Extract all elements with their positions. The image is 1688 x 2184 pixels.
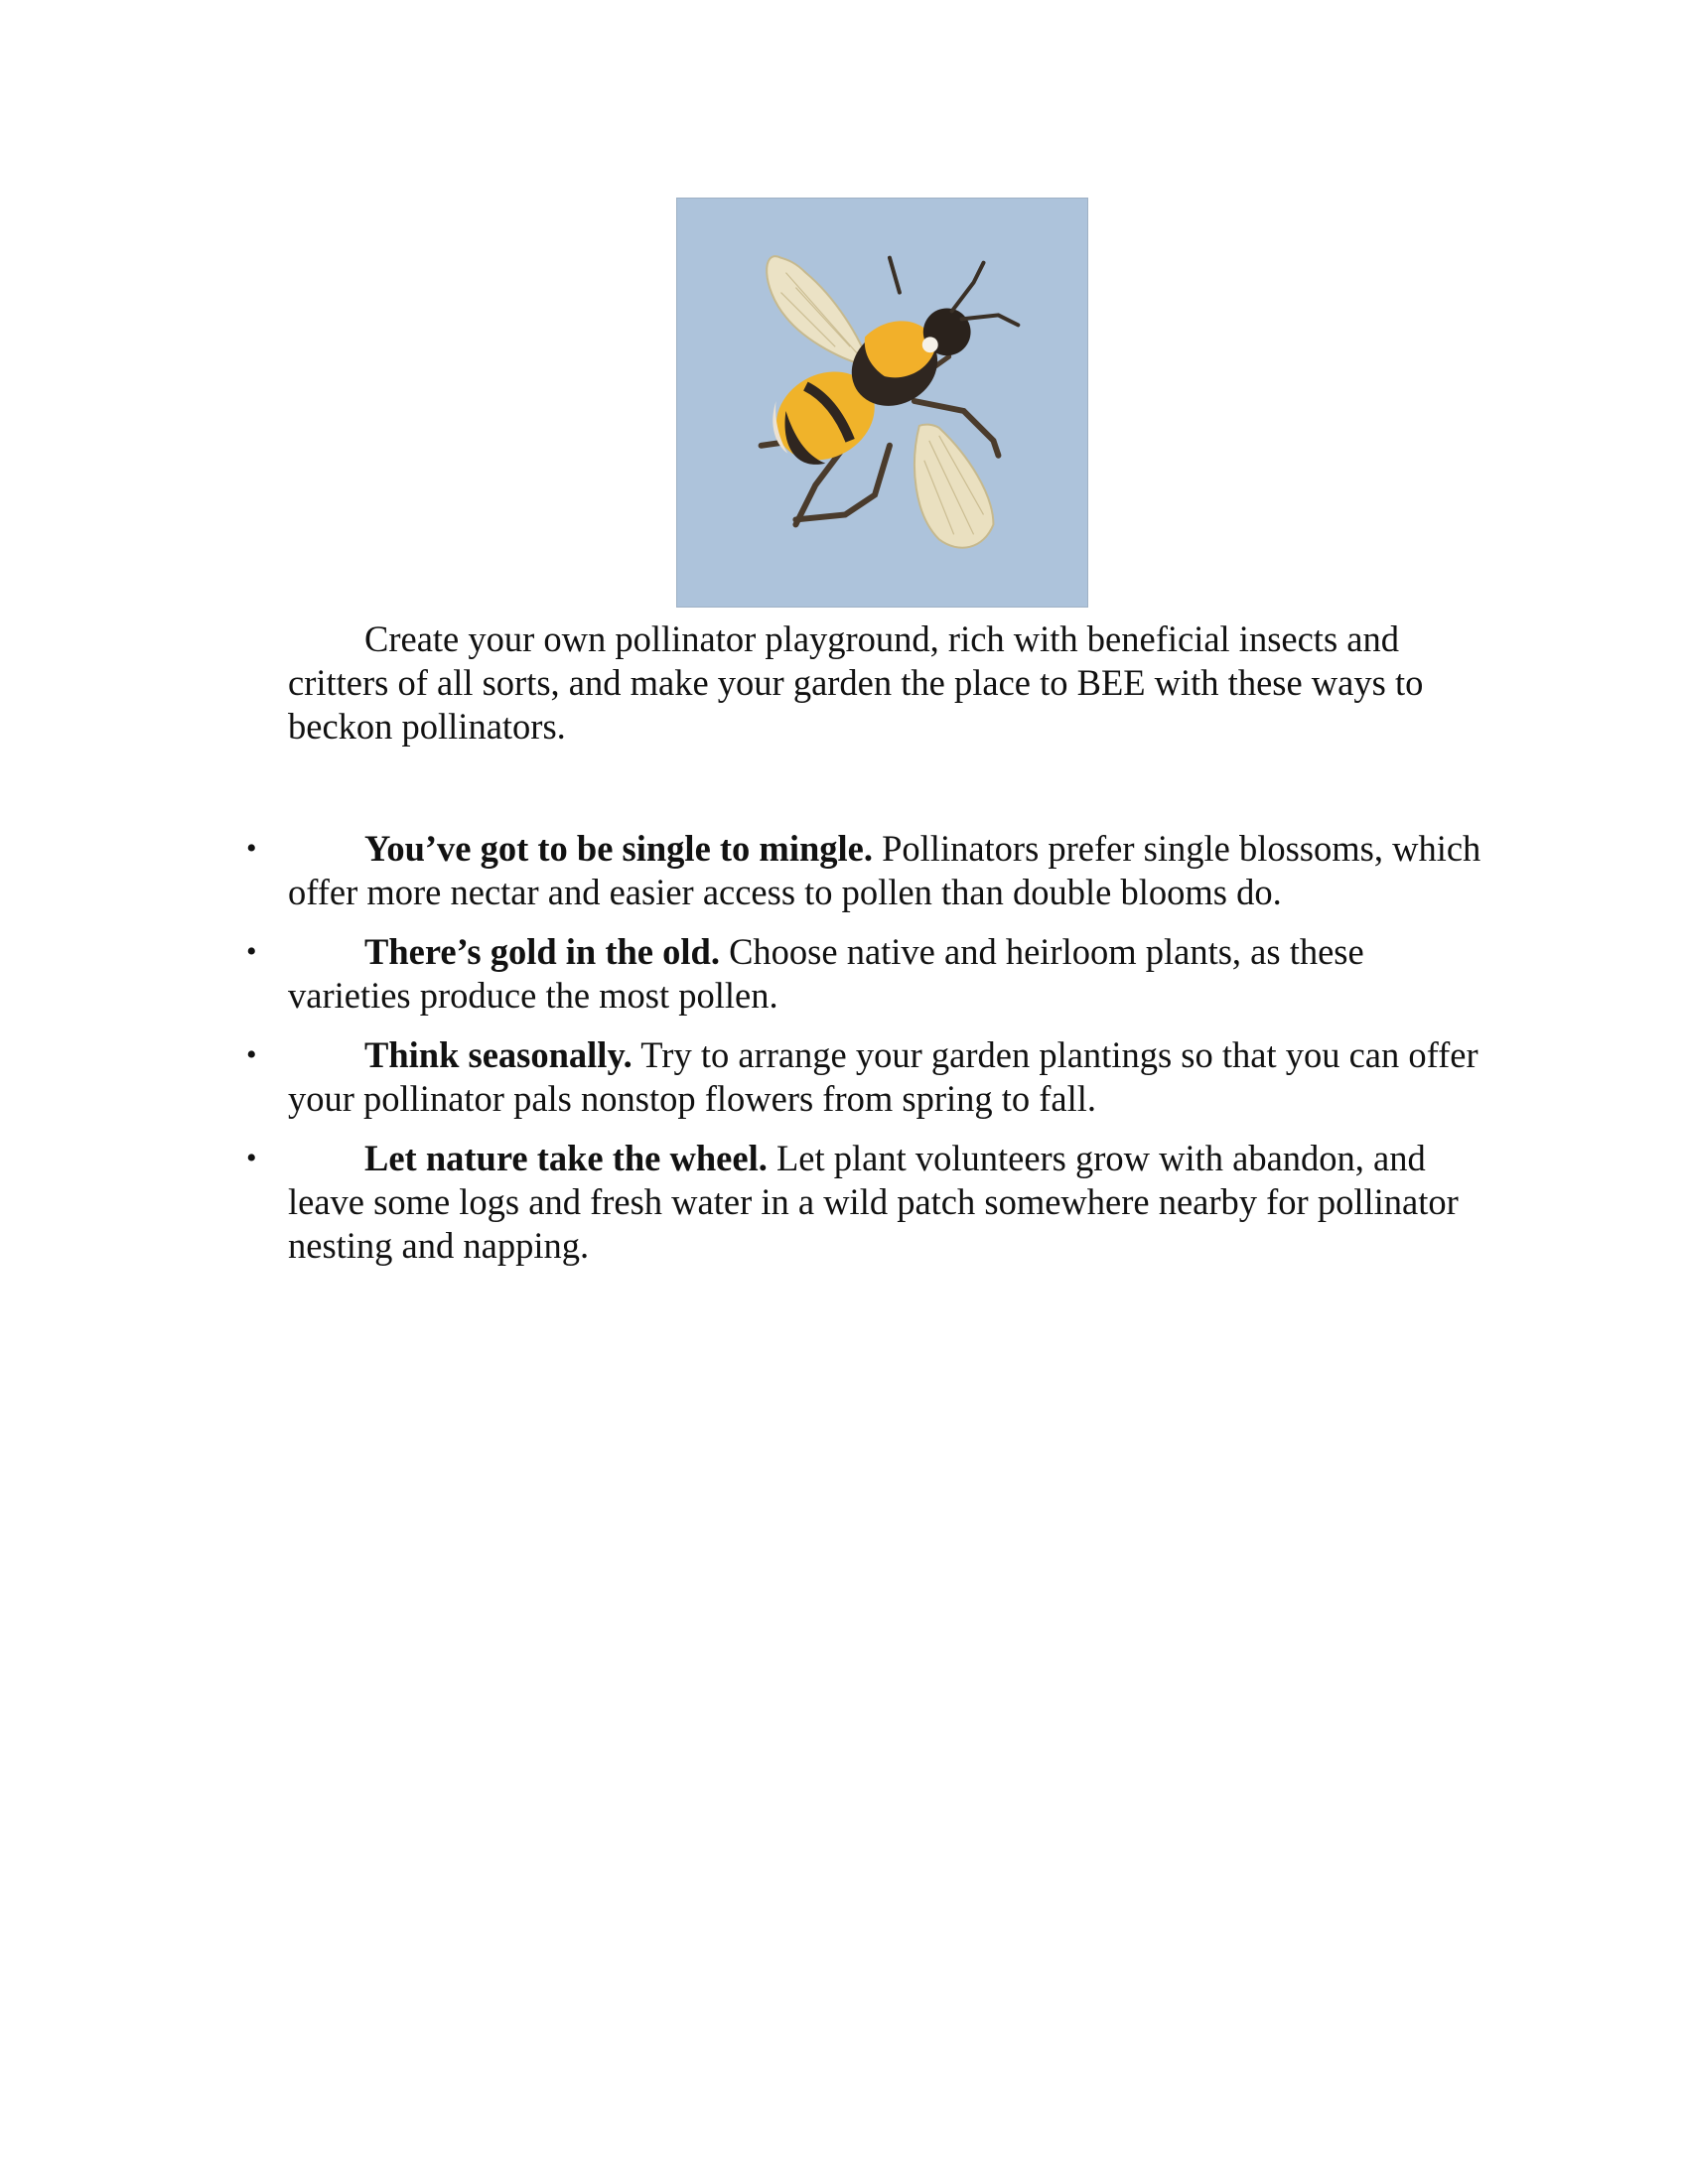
- bullet-icon: •: [246, 935, 257, 968]
- bullet-icon: •: [246, 1142, 257, 1174]
- list-item: [248, 827, 1489, 914]
- tip-heading: There’s gold in the old.: [364, 931, 720, 972]
- bumblebee-icon: [677, 199, 1087, 607]
- bullet-icon: •: [246, 832, 257, 865]
- tip-text: Pollinators prefer single blossoms, which offer more nectar and easier access to pollen than double blooms do.: [288, 828, 1481, 912]
- tip-heading: You’ve got to be single to mingle.: [364, 828, 873, 869]
- list-item: [248, 1033, 1489, 1121]
- tip-text: Let plant volunteers grow with abandon, and leave some logs and fresh water in a wild patch somewhere nearby for pollinator nesting and napping.: [288, 1138, 1459, 1266]
- bullet-icon: •: [246, 1038, 257, 1071]
- tips-list: [248, 827, 1489, 1284]
- list-item: [248, 930, 1489, 1018]
- tip-heading: Think seasonally.: [364, 1034, 633, 1075]
- tip-text: Try to arrange your garden plantings so that you can offer your pollinator pals nonstop flowers from spring to fall.: [288, 1034, 1478, 1119]
- intro-paragraph: Create your own pollinator playground, rich with beneficial insects and critters of all sorts, and make your garden the place to BEE with these ways to beckon pollinators.: [288, 618, 1424, 747]
- tip-heading: Let nature take the wheel.: [364, 1138, 768, 1178]
- bumblebee-image: [676, 198, 1088, 608]
- tip-text: Choose native and heirloom plants, as these varieties produce the most pollen.: [288, 931, 1364, 1016]
- list-item: [248, 1137, 1489, 1268]
